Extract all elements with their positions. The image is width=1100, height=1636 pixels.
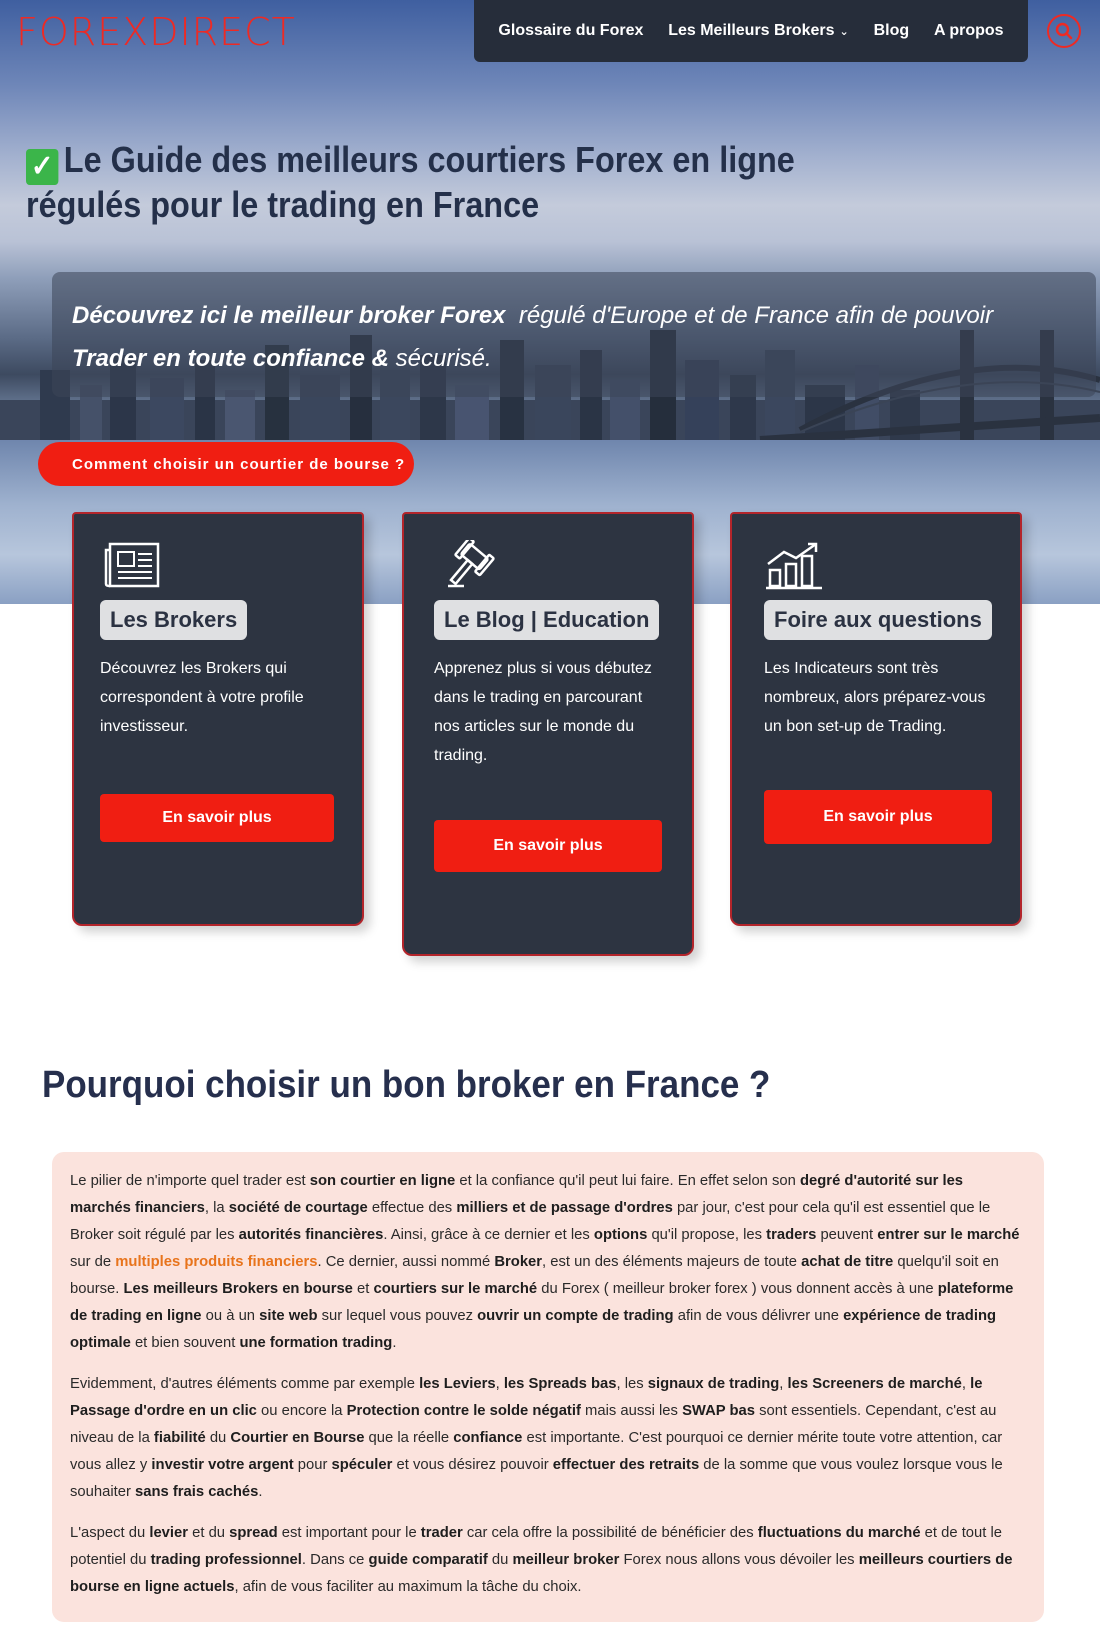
text: sont essentiels. Cependant, c'est au niveau de la [70,1403,997,1446]
bold-text: les Leviers [419,1376,496,1392]
brokers-learn-more-button[interactable]: En savoir plus [100,794,334,842]
bold-text: meilleurs courtiers de bourse en ligne actuels [70,1552,1013,1595]
text: effectue des [367,1200,457,1216]
card-brokers [72,512,364,926]
bold-text: meilleur broker [512,1552,620,1568]
bold-text: guide comparatif [368,1552,488,1568]
card-faq [730,512,1022,926]
text: , afin de vous faciliter au maximum la tâche du choix. [234,1579,582,1595]
gavel-icon [444,540,502,590]
nav-item-label: Blog [873,22,910,39]
text: et du [188,1525,230,1541]
card-title: Foire aux questions [764,600,992,640]
faq-learn-more-button[interactable]: En savoir plus [764,790,992,844]
text: pour [293,1457,332,1473]
desc-line: correspondent à votre profile [100,689,304,706]
text: de la somme que vous voulez lorsque vous le souhaiter [70,1457,1003,1500]
text: du [487,1552,513,1568]
text: . [258,1484,263,1500]
bold-text: confiance [453,1430,523,1446]
text: du [205,1430,231,1446]
bold-text: levier [149,1525,189,1541]
text: afin de vous délivrer une [673,1308,844,1324]
inline-link[interactable]: multiples produits financiers [115,1254,318,1270]
desc-line: investisseur. [100,718,189,735]
bold-text: trader [420,1525,463,1541]
search-icon [1055,22,1073,40]
bold-text: son courtier en ligne [309,1173,456,1189]
desc-line: Les Indicateurs sont très [764,660,939,677]
bold-text: expérience de trading optimale [70,1308,997,1351]
card-blog-education [402,512,694,956]
title-line-2: régulés pour le trading en France [26,184,540,225]
bold-text: effectuer des retraits [552,1457,700,1473]
bold-text: les Screeners de marché [787,1376,962,1392]
card-description [434,654,652,770]
article-paragraph-1 [70,1168,1026,1357]
text: est important pour le [277,1525,421,1541]
text: et la confiance qu'il peut lui faire. En effet selon son [455,1173,800,1189]
text: ou à un [201,1308,260,1324]
bold-text: options [593,1227,648,1243]
bold-text: Courtier en Bourse [230,1430,365,1446]
bold-text: plateforme de trading en ligne [70,1281,1014,1324]
bold-text: fluctuations du marché [757,1525,921,1541]
bold-text: société de courtage [228,1200,368,1216]
text: . [392,1335,397,1351]
nav-item-label: Les Meilleurs Brokers [668,22,835,39]
text: L'aspect du [70,1525,150,1541]
bold-text: trading professionnel [150,1552,302,1568]
card-title: Les Brokers [100,600,247,640]
desc-line: nos articles sur le monde du [434,718,635,735]
bold-text: fiabilité [153,1430,206,1446]
card-description [764,654,985,741]
text: . Ainsi, grâce à ce dernier et les [383,1227,594,1243]
newspaper-icon [104,540,162,590]
nav-item-a-propos[interactable] [934,22,1004,40]
quote-bold-1: Découvrez ici le meilleur broker Forex [72,302,506,329]
desc-line: dans le trading en parcourant [434,689,643,706]
text: mais aussi les [580,1403,683,1419]
quote-bold-3: Trader en toute confiance & [72,345,389,372]
text: est importante. C'est pourquoi ce dernier mérite toute votre attention, car vous allez y [70,1430,1003,1473]
article-paragraph-3 [70,1520,1026,1601]
article-box [52,1152,1044,1622]
page-title [26,139,795,225]
bold-text: courtiers sur le marché [373,1281,538,1297]
desc-line: nombreux, alors préparez-vous [764,689,986,706]
bold-text: les Spreads bas [503,1376,617,1392]
text: peuvent [816,1227,878,1243]
bold-text: SWAP bas [682,1403,755,1419]
quote-text-2: régulé d'Europe et de France afin de pouvoir [518,302,994,329]
logo-text: FOREXDIRECT [16,10,296,54]
text: , [779,1376,788,1392]
bold-text: traders [766,1227,817,1243]
main-nav [474,0,1028,62]
text: , les [616,1376,648,1392]
bar-chart-icon [766,540,824,590]
text: et de tout le potentiel du [70,1525,1003,1568]
card-description [100,654,304,741]
text: Forex nous allons vous dévoiler les [619,1552,859,1568]
article-paragraph-2 [70,1371,1026,1506]
desc-line: trading. [434,747,488,764]
bold-text: sans frais cachés [134,1484,259,1500]
text: , la [204,1200,229,1216]
chevron-down-icon: ⌄ [839,25,849,38]
bold-text: autorités financières [238,1227,384,1243]
bold-text: Broker [494,1254,543,1270]
quote-text-4: sécurisé. [395,345,492,372]
bold-text: Les meilleurs Brokers en bourse [123,1281,353,1297]
bold-text: investir votre argent [151,1457,294,1473]
text: ou encore la [256,1403,347,1419]
text: et vous désirez pouvoir [392,1457,553,1473]
bold-text: ouvrir un compte de trading [477,1308,674,1324]
nav-item-meilleurs-brokers[interactable] [668,22,849,40]
text: , [495,1376,504,1392]
checkmark-icon: ✓ [26,149,58,185]
bold-text: Protection contre le solde négatif [346,1403,581,1419]
nav-item-label: Glossaire du Forex [498,22,644,39]
bold-text: le Passage d'ordre en un clic [70,1376,983,1419]
card-title: Le Blog | Education [434,600,659,640]
desc-line: un bon set-up de Trading. [764,718,947,735]
desc-line: Découvrez les Brokers qui [100,660,287,677]
title-line-1: Le Guide des meilleurs courtiers Forex en ligne [63,139,795,180]
nav-item-label: A propos [933,22,1004,39]
bold-text: degré d'autorité sur les marchés financiers [70,1173,964,1216]
nav-item-blog[interactable] [874,22,910,40]
text: , [961,1376,971,1392]
text: qu'il propose, les [647,1227,767,1243]
desc-line: Apprenez plus si vous débutez [434,660,652,677]
choose-broker-button[interactable]: Comment choisir un courtier de bourse ? [38,442,414,486]
text: sur lequel vous pouvez [317,1308,478,1324]
text: . Dans ce [301,1552,369,1568]
text: que la réelle [364,1430,454,1446]
site-logo[interactable] [16,10,296,54]
text: . Ce dernier, aussi nommé [317,1254,495,1270]
text: par jour, c'est pour cela qu'il est essentiel que le Broker soit régulé par les [70,1200,991,1243]
bold-text: spread [229,1525,278,1541]
text: et bien souvent [130,1335,240,1351]
nav-item-glossaire[interactable] [498,22,643,40]
text: , est un des éléments majeurs de toute [542,1254,802,1270]
text: et [352,1281,374,1297]
text: quelqu'il soit en bourse. [70,1254,999,1297]
search-button[interactable] [1047,14,1081,48]
section-title: Pourquoi choisir un bon broker en France ? [42,1064,771,1106]
bold-text: signaux de trading [647,1376,780,1392]
text: Le pilier de n'importe quel trader est [70,1173,310,1189]
bold-text: site web [259,1308,318,1324]
blog-learn-more-button[interactable]: En savoir plus [434,820,662,872]
bold-text: entrer sur le marché [877,1227,1020,1243]
bold-text: spéculer [331,1457,393,1473]
text: car cela offre la possibilité de bénéficier des [462,1525,758,1541]
text: du Forex ( meilleur broker forex ) vous donnent accès à une [537,1281,938,1297]
bold-text: achat de titre [801,1254,894,1270]
hero-quote-box [52,272,1096,397]
bold-text: une formation trading [239,1335,393,1351]
text: Evidemment, d'autres éléments comme par exemple [70,1376,420,1392]
text: sur de [70,1254,116,1270]
bold-text: milliers et de passage d'ordres [456,1200,673,1216]
